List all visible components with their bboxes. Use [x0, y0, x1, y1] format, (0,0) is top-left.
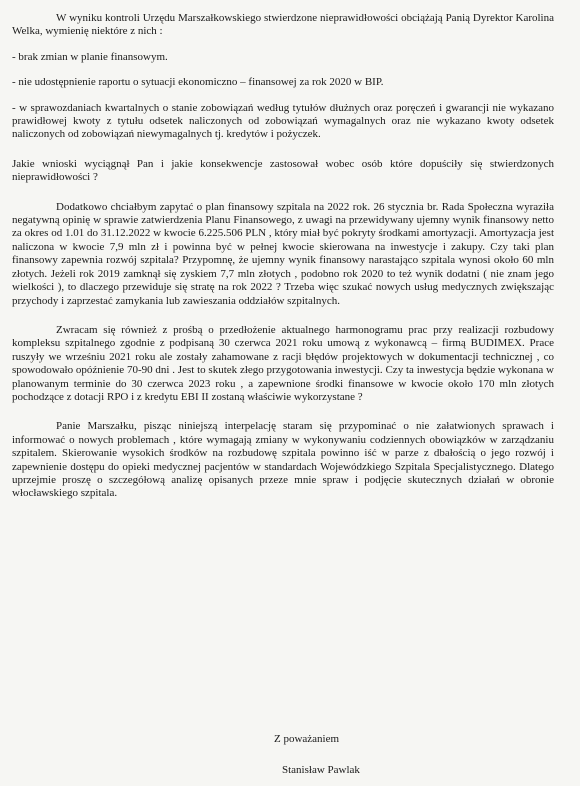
list-item-3: - w sprawozdaniach kwartalnych o stanie zobowiązań według tytułów dłużnych oraz poręczeń i gwarancji nie wykazano prawidłowej kwoty z tytułu odsetek naliczonych od zobowiązań wymagalnych oraz nie wykazano kwoty odsetek naliczonych od zobowiązań niewymagalnych tj. kredytów i pożyczek.: [12, 101, 554, 141]
greeting: Z poważaniem: [274, 733, 340, 745]
construction-paragraph: Zwracam się również z prośbą o przedłożenie aktualnego harmonogramu prac przy realizacji rozbudowy kompleksu szpitalnego zgodnie z podpisaną 30 czerwca 2021 roku umową z wykonawcą – firmą BUDIMEX. Prace ruszyły we wrześniu 2021 roku ale zostały zahamowane z racji błędów projektowych w dokumentacji technicznej , co spowodowało opóźnienie 70-90 dni . Jest to skutek złego przygotowania inwestycji. Czy ta inwestycja będzie wykonana w planowanym terminie do 30 czerwca 2023 roku , a zapewnione środki finansowe w kwocie około 170 mln złotych pochodzące z dotacji RPO i z kredytu EBI II zostaną właściwie wykorzystane ?: [12, 323, 554, 403]
closing-paragraph: Panie Marszałku, pisząc niniejszą interpelację staram się przypominać o nie załatwionych sprawach i informować o nowych problemach , które wymagają zmiany w wykonywaniu codziennych obowiązków w zarządzaniu szpitalem. Skierowanie wysokich środków na rozbudowę szpitala powinno iść w parze z dbałością o jego rozwój i zapewnienie dostępu do opieki medycznej pacjentów w standardach Wojewódzkiego Szpitala Specjalistycznego. Dlatego uprzejmie proszę o szczegółową analizę opisanych przeze mnie spraw i podjęcie skutecznych działań w obronie włocławskiego szpitala.: [12, 420, 554, 500]
financial-plan-paragraph: Dodatkowo chciałbym zapytać o plan finansowy szpitala na 2022 rok. 26 stycznia br. Rada Społeczna wyraziła negatywną opinię w sprawie zatwierdzenia Planu Finansowego, z uwagi na przewidywany ujemny wynik finansowy netto za okres od 1.01 do 31.12.2022 w kwocie 6.225.506 PLN , który miał być pokryty środkami amortyzacji. Amortyzacja jest naliczona w kwocie 7,9 mln zł i powinna być w pełnej kwocie skierowana na inwestycje i zakupy. Czy taki plan finansowy zapewnia rozwój szpitala? Przypomnę, że ujemny wynik finansowy narastająco szpitala wynosi około 60 mln złotych. Jeżeli rok 2019 zamknął się zyskiem 7,7 mln złotych , podobno rok 2020 to też wynik dodatni ( nie znam jego wielkości ), to dlaczego przewiduje się stratę na rok 2022 ? Trzeba więc szukać nowych usług medycznych zwiększając przychody i zaprzestać zamykania lub zawieszania oddziałów szpitalnych.: [12, 200, 554, 307]
question-paragraph: Jakie wnioski wyciągnął Pan i jakie konsekwencje zastosował wobec osób które dopuściły się stwierdzonych nieprawidłowości ?: [12, 157, 554, 184]
list-item-2: - nie udostępnienie raportu o sytuacji ekonomiczno – finansowej za rok 2020 w BIP.: [12, 76, 384, 89]
signature-name: Stanisław Pawlak: [282, 764, 360, 776]
intro-paragraph: W wyniku kontroli Urzędu Marszałkowskiego stwierdzone nieprawidłowości obciążają Panią Dyrektor Karolina Welka, wymienię niektóre z nich :: [12, 12, 554, 38]
list-item-1: - brak zmian w planie finansowym.: [12, 50, 168, 63]
